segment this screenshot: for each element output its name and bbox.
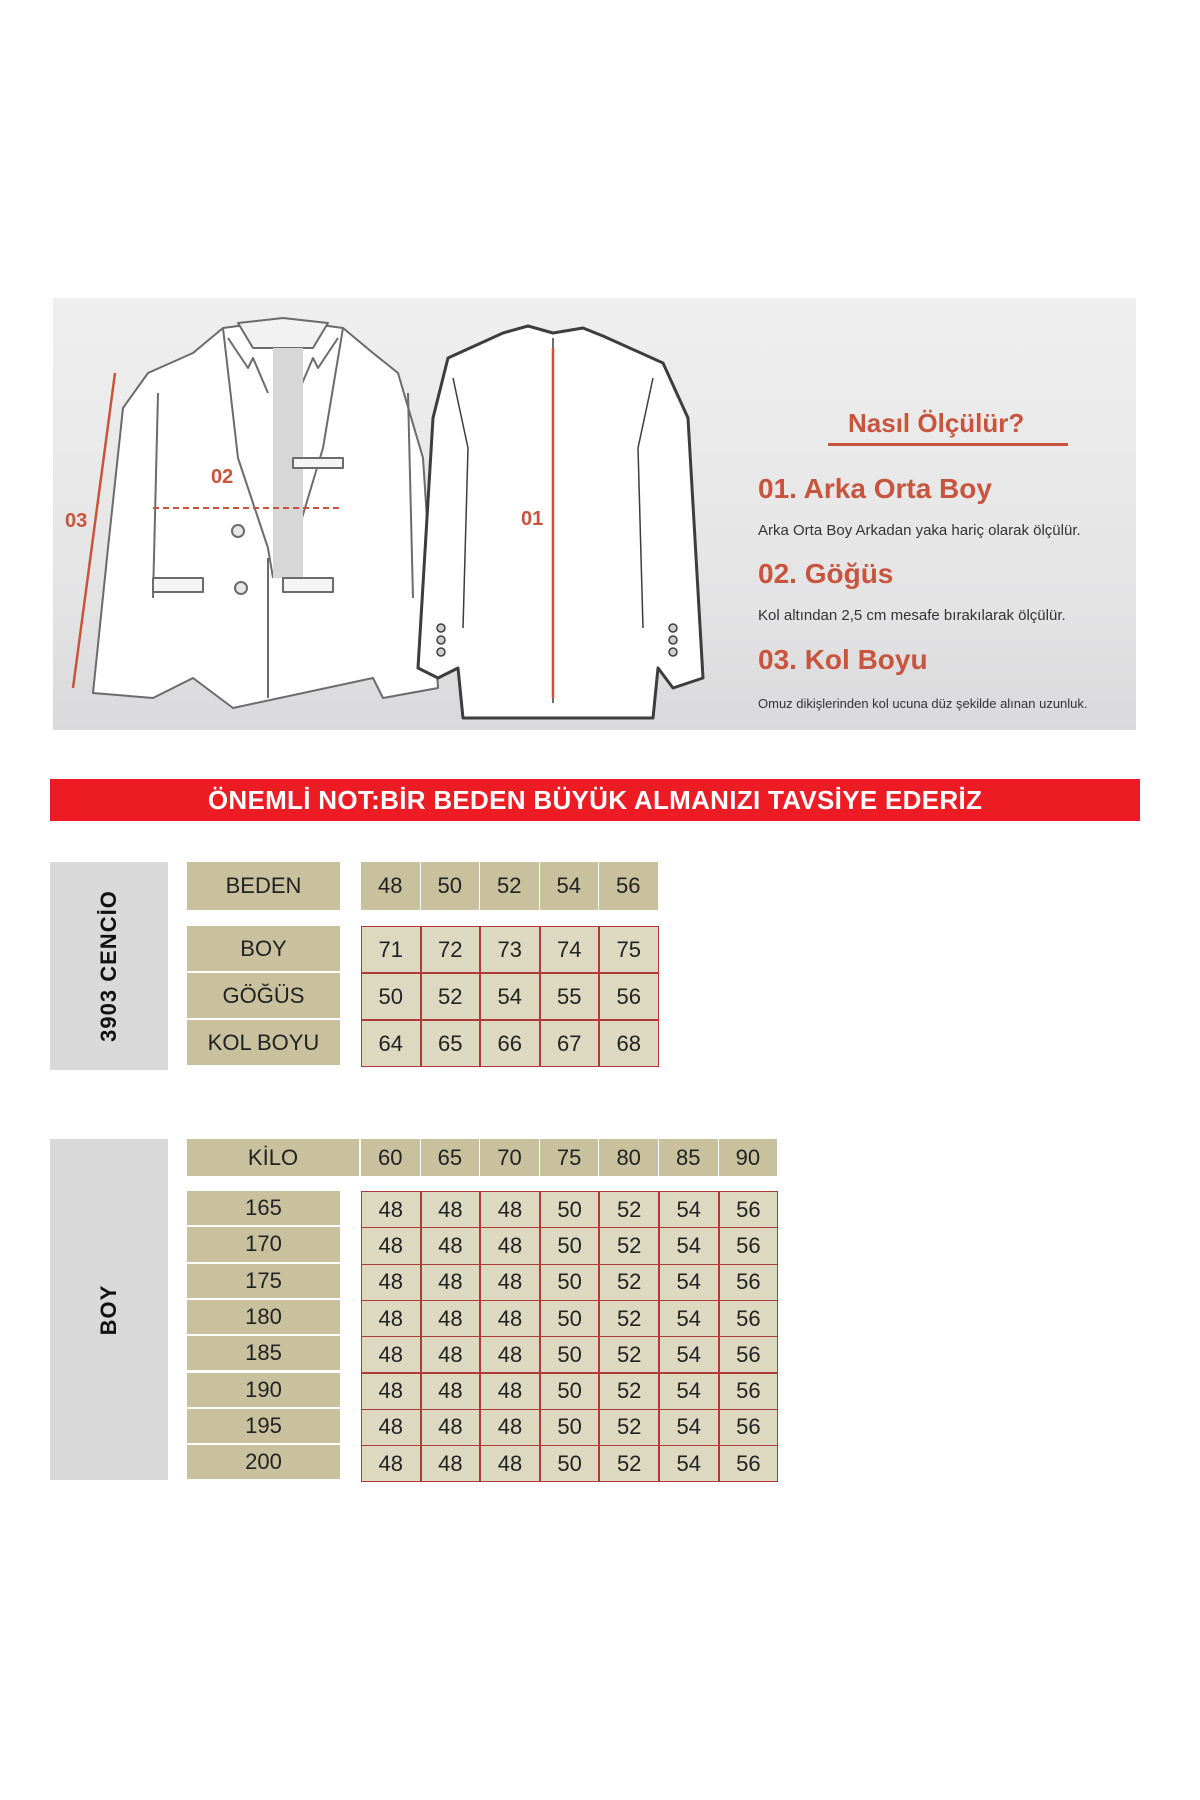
fit-size-cell: 48	[421, 1445, 481, 1482]
size-header-cell: 56	[599, 862, 658, 910]
fit-size-cell: 48	[421, 1373, 481, 1410]
fit-size-cell: 50	[540, 1373, 600, 1410]
important-note-bar: ÖNEMLİ NOT:BİR BEDEN BÜYÜK ALMANIZI TAVSİYE EDERİZ	[50, 779, 1140, 821]
height-row-label: 175	[187, 1264, 340, 1298]
fit-size-cell: 48	[480, 1373, 540, 1410]
size-value-cell: 71	[361, 926, 421, 973]
fit-size-cell: 52	[599, 1409, 659, 1446]
title-underline	[828, 443, 1068, 446]
height-row-label: 170	[187, 1227, 340, 1261]
fit-size-cell: 56	[719, 1227, 779, 1264]
size-header-cell: 50	[421, 862, 480, 910]
size-value-cell: 72	[421, 926, 481, 973]
size-value-cell: 55	[540, 973, 600, 1020]
size-value-cell: 52	[421, 973, 481, 1020]
fit-size-cell: 48	[480, 1409, 540, 1446]
fit-size-cell: 56	[719, 1336, 779, 1373]
size-value-cell: 68	[599, 1020, 659, 1067]
weight-header-cell: 60	[361, 1139, 420, 1176]
size-chart-side-label: 3903 CENCİO	[96, 890, 121, 1042]
fit-size-cell: 52	[599, 1191, 659, 1228]
step-3-heading: 03. Kol Boyu	[758, 644, 928, 675]
step-2-description: Kol altından 2,5 cm mesafe bırakılarak ölçülür.	[758, 607, 1066, 624]
step-2-heading: 02. Göğüs	[758, 558, 894, 589]
size-row-label: KOL BOYU	[187, 1020, 340, 1065]
fit-size-cell: 48	[421, 1191, 481, 1228]
fit-size-cell: 48	[421, 1336, 481, 1373]
fit-size-cell: 48	[421, 1300, 481, 1337]
fit-size-cell: 56	[719, 1264, 779, 1301]
fit-size-cell: 48	[361, 1300, 421, 1337]
step-1-description: Arka Orta Boy Arkadan yaka hariç olarak ölçülür.	[758, 522, 1081, 539]
height-row-label: 180	[187, 1300, 340, 1334]
fit-size-cell: 50	[540, 1300, 600, 1337]
fit-size-cell: 54	[659, 1264, 719, 1301]
marker-chest: 02	[211, 466, 234, 488]
fit-size-cell: 54	[659, 1373, 719, 1410]
fit-size-cell: 48	[480, 1300, 540, 1337]
marker-sleeve: 03	[65, 510, 88, 532]
jacket-illustration	[53, 298, 1136, 730]
fit-size-cell: 50	[540, 1336, 600, 1373]
size-value-cell: 73	[480, 926, 540, 973]
size-header-cell: 48	[361, 862, 420, 910]
fit-size-cell: 48	[361, 1336, 421, 1373]
weight-header-cell: 80	[599, 1139, 658, 1176]
step-1-heading: 01. Arka Orta Boy	[758, 473, 992, 504]
height-row-label: 185	[187, 1336, 340, 1370]
size-value-cell: 66	[480, 1020, 540, 1067]
fit-size-cell: 48	[421, 1227, 481, 1264]
fit-size-cell: 48	[361, 1445, 421, 1482]
weight-header-cell: 75	[540, 1139, 599, 1176]
weight-header-label: KİLO	[187, 1139, 359, 1176]
fit-size-cell: 54	[659, 1445, 719, 1482]
weight-header-cell: 90	[719, 1139, 778, 1176]
fit-size-cell: 56	[719, 1409, 779, 1446]
size-value-cell: 54	[480, 973, 540, 1020]
size-value-cell: 75	[599, 926, 659, 973]
fit-size-cell: 56	[719, 1373, 779, 1410]
fit-size-cell: 48	[361, 1373, 421, 1410]
fit-size-cell: 48	[480, 1445, 540, 1482]
fit-size-cell: 48	[480, 1336, 540, 1373]
fit-size-cell: 54	[659, 1409, 719, 1446]
fit-size-cell: 56	[719, 1300, 779, 1337]
size-row-label: GÖĞÜS	[187, 973, 340, 1018]
fit-size-cell: 48	[361, 1227, 421, 1264]
fit-size-cell: 48	[421, 1264, 481, 1301]
fit-size-cell: 48	[480, 1191, 540, 1228]
fit-chart-side-block	[50, 1139, 168, 1480]
marker-back-length: 01	[521, 508, 544, 530]
size-header-cell: 54	[540, 862, 599, 910]
fit-chart-side-label: BOY	[96, 1284, 121, 1335]
size-value-cell: 74	[540, 926, 600, 973]
fit-size-cell: 52	[599, 1336, 659, 1373]
measurement-guide-banner	[53, 298, 1136, 730]
fit-size-cell: 56	[719, 1445, 779, 1482]
height-row-label: 200	[187, 1445, 340, 1479]
size-header-cell: 52	[480, 862, 539, 910]
weight-header-cell: 65	[421, 1139, 480, 1176]
height-row-label: 165	[187, 1191, 340, 1225]
fit-size-cell: 48	[421, 1409, 481, 1446]
step-3-description: Omuz dikişlerinden kol ucuna düz şekilde alınan uzunluk.	[758, 696, 1088, 711]
weight-header-cell: 85	[659, 1139, 718, 1176]
fit-size-cell: 54	[659, 1227, 719, 1264]
size-value-cell: 64	[361, 1020, 421, 1067]
fit-size-cell: 50	[540, 1191, 600, 1228]
fit-size-cell: 50	[540, 1227, 600, 1264]
fit-size-cell: 48	[361, 1264, 421, 1301]
front-jacket-drawing	[93, 318, 438, 708]
fit-size-cell: 48	[480, 1227, 540, 1264]
fit-size-cell: 52	[599, 1227, 659, 1264]
size-chart-side-block	[50, 862, 168, 1070]
fit-size-cell: 52	[599, 1264, 659, 1301]
back-jacket-drawing	[418, 326, 703, 718]
fit-size-cell: 52	[599, 1300, 659, 1337]
fit-size-cell: 50	[540, 1445, 600, 1482]
fit-size-cell: 48	[361, 1191, 421, 1228]
fit-size-cell: 52	[599, 1445, 659, 1482]
height-row-label: 195	[187, 1409, 340, 1443]
how-to-measure-title: Nasıl Ölçülür?	[848, 408, 1025, 438]
fit-size-cell: 50	[540, 1409, 600, 1446]
fit-size-cell: 48	[480, 1264, 540, 1301]
size-header-label: BEDEN	[187, 862, 340, 910]
height-row-label: 190	[187, 1373, 340, 1407]
size-value-cell: 56	[599, 973, 659, 1020]
size-value-cell: 50	[361, 973, 421, 1020]
fit-size-cell: 52	[599, 1373, 659, 1410]
size-value-cell: 67	[540, 1020, 600, 1067]
fit-size-cell: 56	[719, 1191, 779, 1228]
size-value-cell: 65	[421, 1020, 481, 1067]
weight-header-cell: 70	[480, 1139, 539, 1176]
size-row-label: BOY	[187, 926, 340, 971]
fit-size-cell: 48	[361, 1409, 421, 1446]
fit-size-cell: 50	[540, 1264, 600, 1301]
fit-size-cell: 54	[659, 1300, 719, 1337]
fit-size-cell: 54	[659, 1191, 719, 1228]
fit-size-cell: 54	[659, 1336, 719, 1373]
